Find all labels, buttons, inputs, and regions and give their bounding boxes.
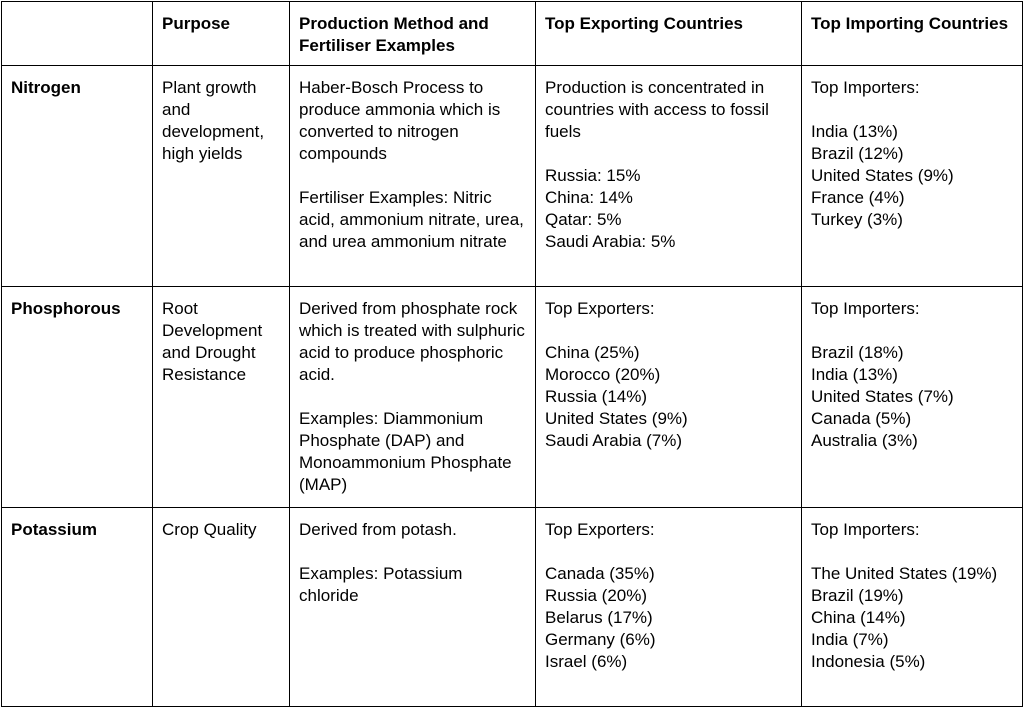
fertiliser-table	[1, 1, 1023, 707]
production-cell: Derived from potash. Examples: Potassium chloride	[290, 508, 536, 707]
importers-cell: Top Importers: The United States (19%) Brazil (19%) China (14%) India (7%) Indonesia (5%)	[802, 508, 1023, 707]
importers-cell: Top Importers: India (13%) Brazil (12%) United States (9%) France (4%) Turkey (3%)	[802, 66, 1023, 287]
nutrient-cell: Potassium	[2, 508, 153, 707]
purpose-cell: Root Development and Drought Resistance	[153, 287, 290, 508]
nutrient-cell: Phosphorous	[2, 287, 153, 508]
purpose-cell: Plant growth and development, high yields	[153, 66, 290, 287]
exporters-cell: Top Exporters: China (25%) Morocco (20%) Russia (14%) United States (9%) Saudi Arabia (7%)	[536, 287, 802, 508]
table-row-potassium	[2, 508, 1023, 707]
purpose-cell: Crop Quality	[153, 508, 290, 707]
nutrient-cell: Nitrogen	[2, 66, 153, 287]
table-row-phosphorous	[2, 287, 1023, 508]
header-cell-exporters: Top Exporting Countries	[536, 2, 802, 66]
header-cell-production: Production Method and Fertiliser Examples	[290, 2, 536, 66]
production-cell: Derived from phosphate rock which is treated with sulphuric acid to produce phosphoric acid. Examples: Diammonium Phosphate (DAP) and Monoammonium Phosphate (MAP)	[290, 287, 536, 508]
header-cell-purpose: Purpose	[153, 2, 290, 66]
importers-cell: Top Importers: Brazil (18%) India (13%) United States (7%) Canada (5%) Australia (3%)	[802, 287, 1023, 508]
header-row	[2, 2, 1023, 66]
table-row-nitrogen	[2, 66, 1023, 287]
production-cell: Haber-Bosch Process to produce ammonia which is converted to nitrogen compounds Fertiliser Examples: Nitric acid, ammonium nitrate, urea, and urea ammonium nitrate	[290, 66, 536, 287]
exporters-cell: Top Exporters: Canada (35%) Russia (20%) Belarus (17%) Germany (6%) Israel (6%)	[536, 508, 802, 707]
exporters-cell: Production is concentrated in countries with access to fossil fuels Russia: 15% China: 14% Qatar: 5% Saudi Arabia: 5%	[536, 66, 802, 287]
header-cell-empty	[2, 2, 153, 66]
header-cell-importers: Top Importing Countries	[802, 2, 1023, 66]
